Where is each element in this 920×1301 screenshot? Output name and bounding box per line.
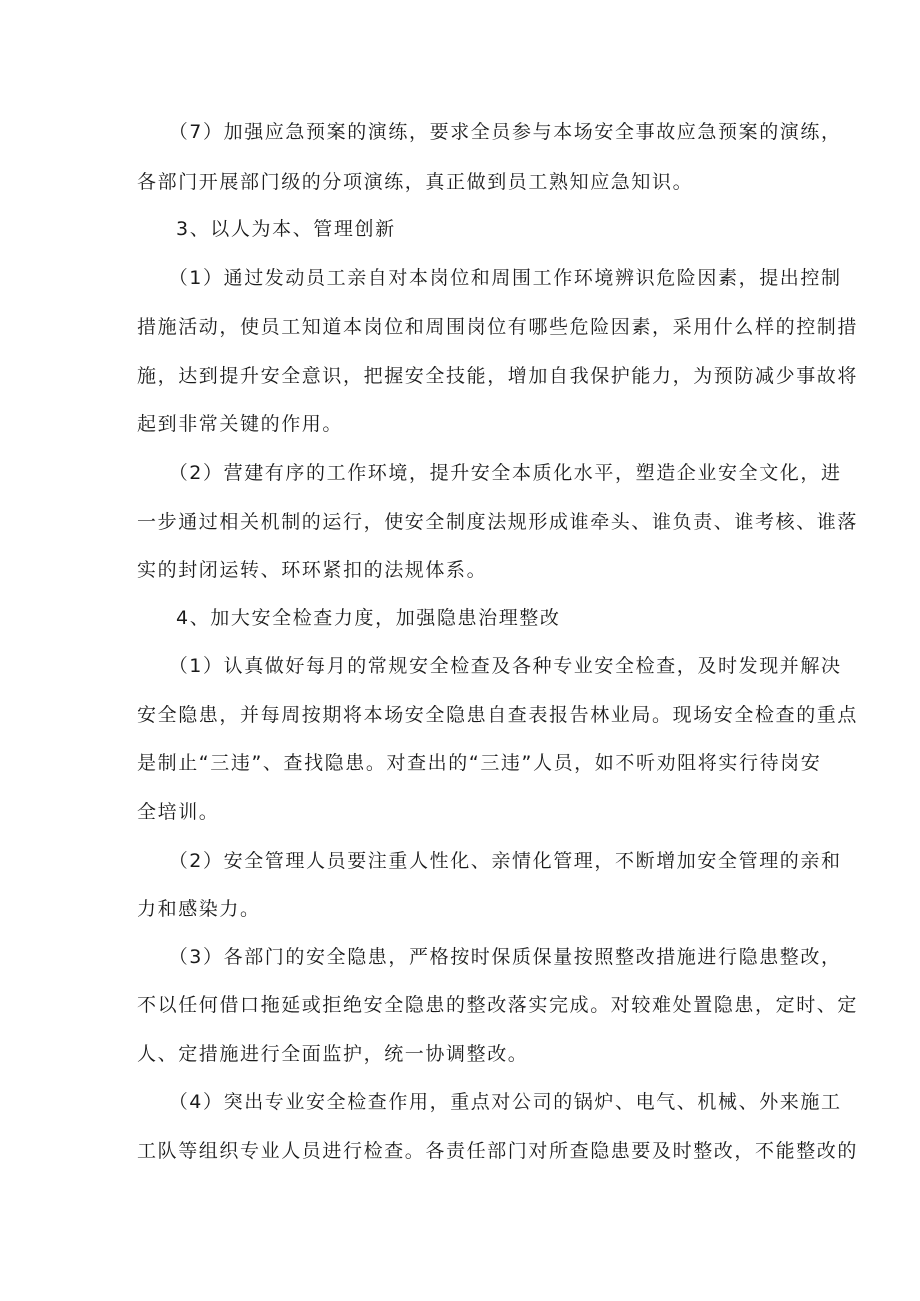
paragraph-4-2-line-2: 力和感染力。 xyxy=(137,898,261,920)
paragraph-4-3-line-1: （3）各部门的安全隐患，严格按时保质保量按照整改措施进行隐患整改， xyxy=(137,946,842,968)
paragraph-4-3-line-3: 人、定措施进行全面监护，统一协调整改。 xyxy=(137,1043,529,1065)
paragraph-4-4-line-2: 工队等组织专业人员进行检查。各责任部门对所查隐患要及时整改，不能整改的 xyxy=(137,1140,859,1162)
paragraph-4-3-line-2: 不以任何借口拖延或拒绝安全隐患的整改落实完成。对较难处置隐患，定时、定 xyxy=(137,994,859,1016)
section-heading-4: 4、加大安全检查力度，加强隐患治理整改 xyxy=(176,607,561,629)
paragraph-7-line-2: 各部门开展部门级的分项演练，真正做到员工熟知应急知识。 xyxy=(137,171,694,193)
paragraph-4-1-line-3: 是制止“三违”、查找隐患。对查出的“三违”人员，如不听劝阻将实行待岗安 xyxy=(137,752,822,774)
paragraph-3-2-line-1: （2）营建有序的工作环境，提升安全本质化水平，塑造企业安全文化，进 xyxy=(137,462,842,484)
paragraph-3-1-line-2: 措施活动，使员工知道本岗位和周围岗位有哪些危险因素，采用什么样的控制措 xyxy=(137,316,859,338)
paragraph-3-2-line-3: 实的封闭运转、环环紧扣的法规体系。 xyxy=(137,559,488,581)
paragraph-7-line-1: （7）加强应急预案的演练，要求全员参与本场安全事故应急预案的演练， xyxy=(137,121,842,143)
paragraph-4-1-line-4: 全培训。 xyxy=(137,801,220,823)
paragraph-4-1-line-2: 安全隐患，并每周按期将本场安全隐患自查表报告林业局。现场安全检查的重点 xyxy=(137,704,859,726)
paragraph-4-4-line-1: （4）突出专业安全检查作用，重点对公司的锅炉、电气、机械、外来施工 xyxy=(137,1091,842,1113)
paragraph-4-2-line-1: （2）安全管理人员要注重人性化、亲情化管理，不断增加安全管理的亲和 xyxy=(137,850,842,872)
paragraph-3-1-line-1: （1）通过发动员工亲自对本岗位和周围工作环境辨识危险因素，提出控制 xyxy=(137,267,842,289)
paragraph-3-1-line-4: 起到非常关键的作用。 xyxy=(137,413,344,435)
paragraph-4-1-line-1: （1）认真做好每月的常规安全检查及各种专业安全检查，及时发现并解决 xyxy=(137,655,842,677)
paragraph-3-2-line-2: 一步通过相关机制的运行，使安全制度法规形成谁牵头、谁负责、谁考核、谁落 xyxy=(137,511,859,533)
section-heading-3: 3、以人为本、管理创新 xyxy=(176,218,396,240)
paragraph-3-1-line-3: 施，达到提升安全意识，把握安全技能，增加自我保护能力，为预防减少事故将 xyxy=(137,365,859,387)
